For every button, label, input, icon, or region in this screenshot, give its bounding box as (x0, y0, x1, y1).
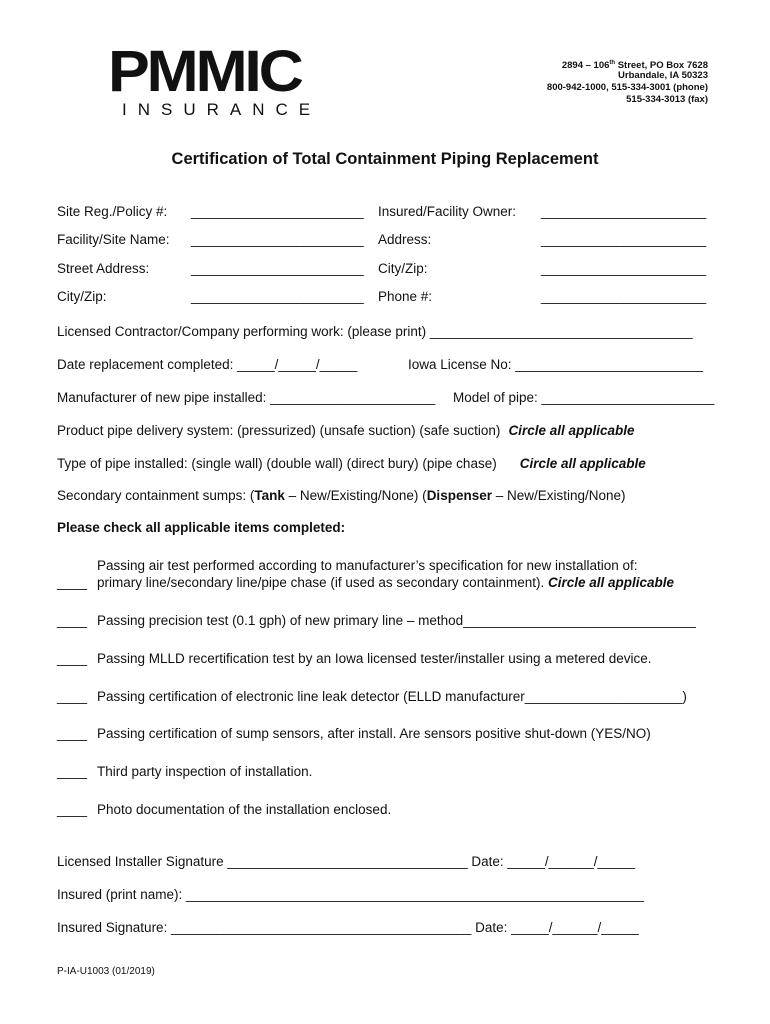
street-address-field[interactable]: _______________________ (191, 261, 364, 276)
item7-text: Photo documentation of the installation enclosed. (97, 802, 392, 817)
address-field[interactable]: ______________________ (541, 232, 707, 247)
product-delivery-note: Circle all applicable (508, 423, 635, 438)
city-zip-left-label: City/Zip: (57, 289, 107, 304)
item3-checkbox[interactable]: ____ (57, 651, 88, 666)
sumps-line (57, 488, 626, 504)
model-line[interactable]: Model of pipe: _______________________ (453, 390, 715, 405)
page-title: Certification of Total Containment Piping Replacement (171, 150, 599, 168)
facility-name-label: Facility/Site Name: (57, 232, 170, 247)
insured-print-name-line[interactable]: Insured (print name): _____________________________________________________________ (57, 887, 645, 902)
item1-line2 (97, 575, 674, 591)
city-zip-right-label: City/Zip: (378, 261, 428, 276)
sumps-text-b: – New/Existing/None) ( (284, 488, 427, 503)
item2-text: Passing precision test (0.1 gph) of new primary line – method_______________________________ (97, 613, 696, 628)
address-line-2: Urbandale, IA 50323 (618, 70, 708, 81)
city-zip-right-field[interactable]: ______________________ (541, 261, 707, 276)
date-replacement-line[interactable]: Date replacement completed: _____/_____/_____ (57, 357, 358, 372)
item7-checkbox[interactable]: ____ (57, 802, 88, 817)
site-reg-label: Site Reg./Policy #: (57, 204, 168, 219)
phone-label: Phone #: (378, 289, 433, 304)
item1-line2-text: primary line/secondary line/pipe chase (if used as secondary containment). (97, 575, 545, 590)
site-reg-field[interactable]: _______________________ (191, 204, 364, 219)
form-id: P-IA-U1003 (01/2019) (57, 966, 155, 977)
item1-line1: Passing air test performed according to manufacturer’s specification for new installation of: (97, 558, 638, 573)
item5-text: Passing certification of sump sensors, after install. Are sensors positive shut-down (YES/NO) (97, 726, 651, 741)
facility-name-field[interactable]: _______________________ (191, 232, 364, 247)
item4-text: Passing certification of electronic line leak detector (ELLD manufacturer_____________________) (97, 689, 687, 704)
product-delivery-line (57, 423, 635, 439)
item1-note: Circle all applicable (548, 575, 675, 590)
item6-checkbox[interactable]: ____ (57, 764, 88, 779)
iowa-license-line[interactable]: Iowa License No: _________________________ (408, 357, 704, 372)
sumps-text-c: – New/Existing/None) (491, 488, 626, 503)
pipe-type-note: Circle all applicable (519, 456, 646, 471)
installer-signature-line[interactable]: Licensed Installer Signature ________________________________ Date: _____/______/_____ (57, 854, 636, 869)
address-ordinal: th (609, 60, 616, 66)
item3-text: Passing MLLD recertification test by an Iowa licensed tester/installer using a metered device. (97, 651, 652, 666)
pipe-type-options: Type of pipe installed: (single wall) (double wall) (direct bury) (pipe chase) (57, 456, 497, 471)
address-street-number: 2894 – 106 (561, 60, 610, 72)
item2-checkbox[interactable]: ____ (57, 613, 88, 628)
address-phone: 800-942-1000, 515-334-3001 (phone) (546, 82, 708, 93)
insured-signature-line[interactable]: Insured Signature: ________________________________________ Date: _____/______/_____ (57, 920, 639, 935)
item1-checkbox[interactable]: ____ (57, 575, 88, 590)
contractor-line[interactable]: Licensed Contractor/Company performing work: (please print) ___________________________________ (57, 324, 693, 339)
item6-text: Third party inspection of installation. (97, 764, 313, 779)
street-address-label: Street Address: (57, 261, 150, 276)
sumps-dispenser: Dispenser (426, 488, 492, 503)
product-delivery-options: Product pipe delivery system: (pressurized) (unsafe suction) (safe suction) (57, 423, 501, 438)
address-label: Address: (378, 232, 432, 247)
phone-field[interactable]: ______________________ (541, 289, 707, 304)
manufacturer-line[interactable]: Manufacturer of new pipe installed: ______________________ (57, 390, 436, 405)
insured-owner-field[interactable]: ______________________ (541, 204, 707, 219)
logo-wordmark: PMMIC (108, 39, 301, 104)
company-logo (108, 39, 323, 122)
insured-owner-label: Insured/Facility Owner: (378, 204, 517, 219)
logo-subtitle: INSURANCE (122, 100, 322, 119)
pipe-type-line (57, 456, 646, 472)
item5-checkbox[interactable]: ____ (57, 726, 88, 741)
address-street-rest: Street, PO Box 7628 (615, 60, 708, 72)
sumps-text-a: Secondary containment sumps: ( (57, 488, 255, 503)
address-fax: 515-334-3013 (fax) (626, 94, 708, 105)
checklist-heading: Please check all applicable items completed: (57, 520, 346, 535)
city-zip-left-field[interactable]: _______________________ (191, 289, 364, 304)
sumps-tank: Tank (254, 488, 285, 503)
item4-checkbox[interactable]: ____ (57, 689, 88, 704)
